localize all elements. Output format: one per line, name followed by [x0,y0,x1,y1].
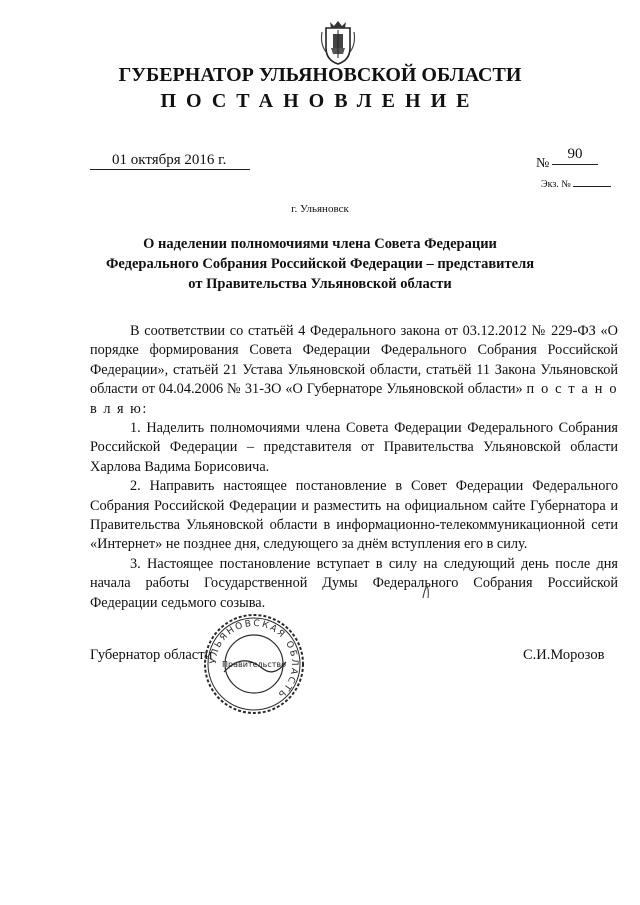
signatory-name: С.И.Морозов [523,647,605,663]
copy-number-label: Экз. № [541,179,571,190]
item-1: 1. Наделить полномочиями члена Совета Федерации Федерального Собрания Российской Федерации – представителя от Правительства Ульяновской области Харлова Вадима Борисовича. [90,420,618,475]
decree-word: п о с т а н о в л я ю: [90,381,618,417]
preamble-paragraph [90,322,618,419]
number-value: 90 [552,146,598,165]
city: г. Ульяновск [291,203,349,215]
seal-center-text: Правительство [222,660,286,669]
document-type: ПОСТАНОВЛЕНИЕ [160,90,480,112]
copy-number [541,179,611,190]
document-body [90,322,618,613]
subject-line-2: Федерального Собрания Российской Федерации – представителя [105,256,535,272]
document-date: 01 октября 2016 г. [90,152,250,170]
item-3: 3. Настоящее постановление вступает в силу на следующий день после дня начала работы Государственной Думы Федерального Собрания Российской Федерации седьмого созыва. [90,555,618,611]
signatory-position: Губернатор области [90,647,213,663]
number-sign: № [536,156,550,171]
pen-mark [420,584,432,600]
subject-line-1: О наделении полномочиями члена Совета Федерации [143,236,497,252]
subject-line-3: от Правительства Ульяновской области [188,276,452,292]
authority-title: ГУБЕРНАТОР УЛЬЯНОВСКОЙ ОБЛАСТИ [118,64,522,86]
document-subject [70,234,570,294]
coat-of-arms-icon [318,18,358,66]
item-2: 2. Направить настоящее постановление в Совет Федерации Федерального Собрания Российской Федерации и разместить на официальном сайте Губернатора и Правительства Ульяновской области в информационно-телекоммуникационной сети «Интернет» не позднее дня, следующего за днём вступления его в силу. [90,478,618,553]
official-seal [202,612,306,716]
preamble-text: В соответствии со статьёй 4 Федерального закона от 03.12.2012 № 229-ФЗ «О порядке формирования Совета Федерации Федерального Собрания Российской Федерации», статьёй 21 Устава Ульяновской области, статьёй 11 Закона Ульяновской области от 04.04.2006 № 31-ЗО «О Губернаторе Ульяновской области» [90,323,618,398]
copy-number-line [573,186,611,187]
seal-ring-text: УЛЬЯНОВСКАЯ ОБЛАСТЬ [208,618,300,701]
